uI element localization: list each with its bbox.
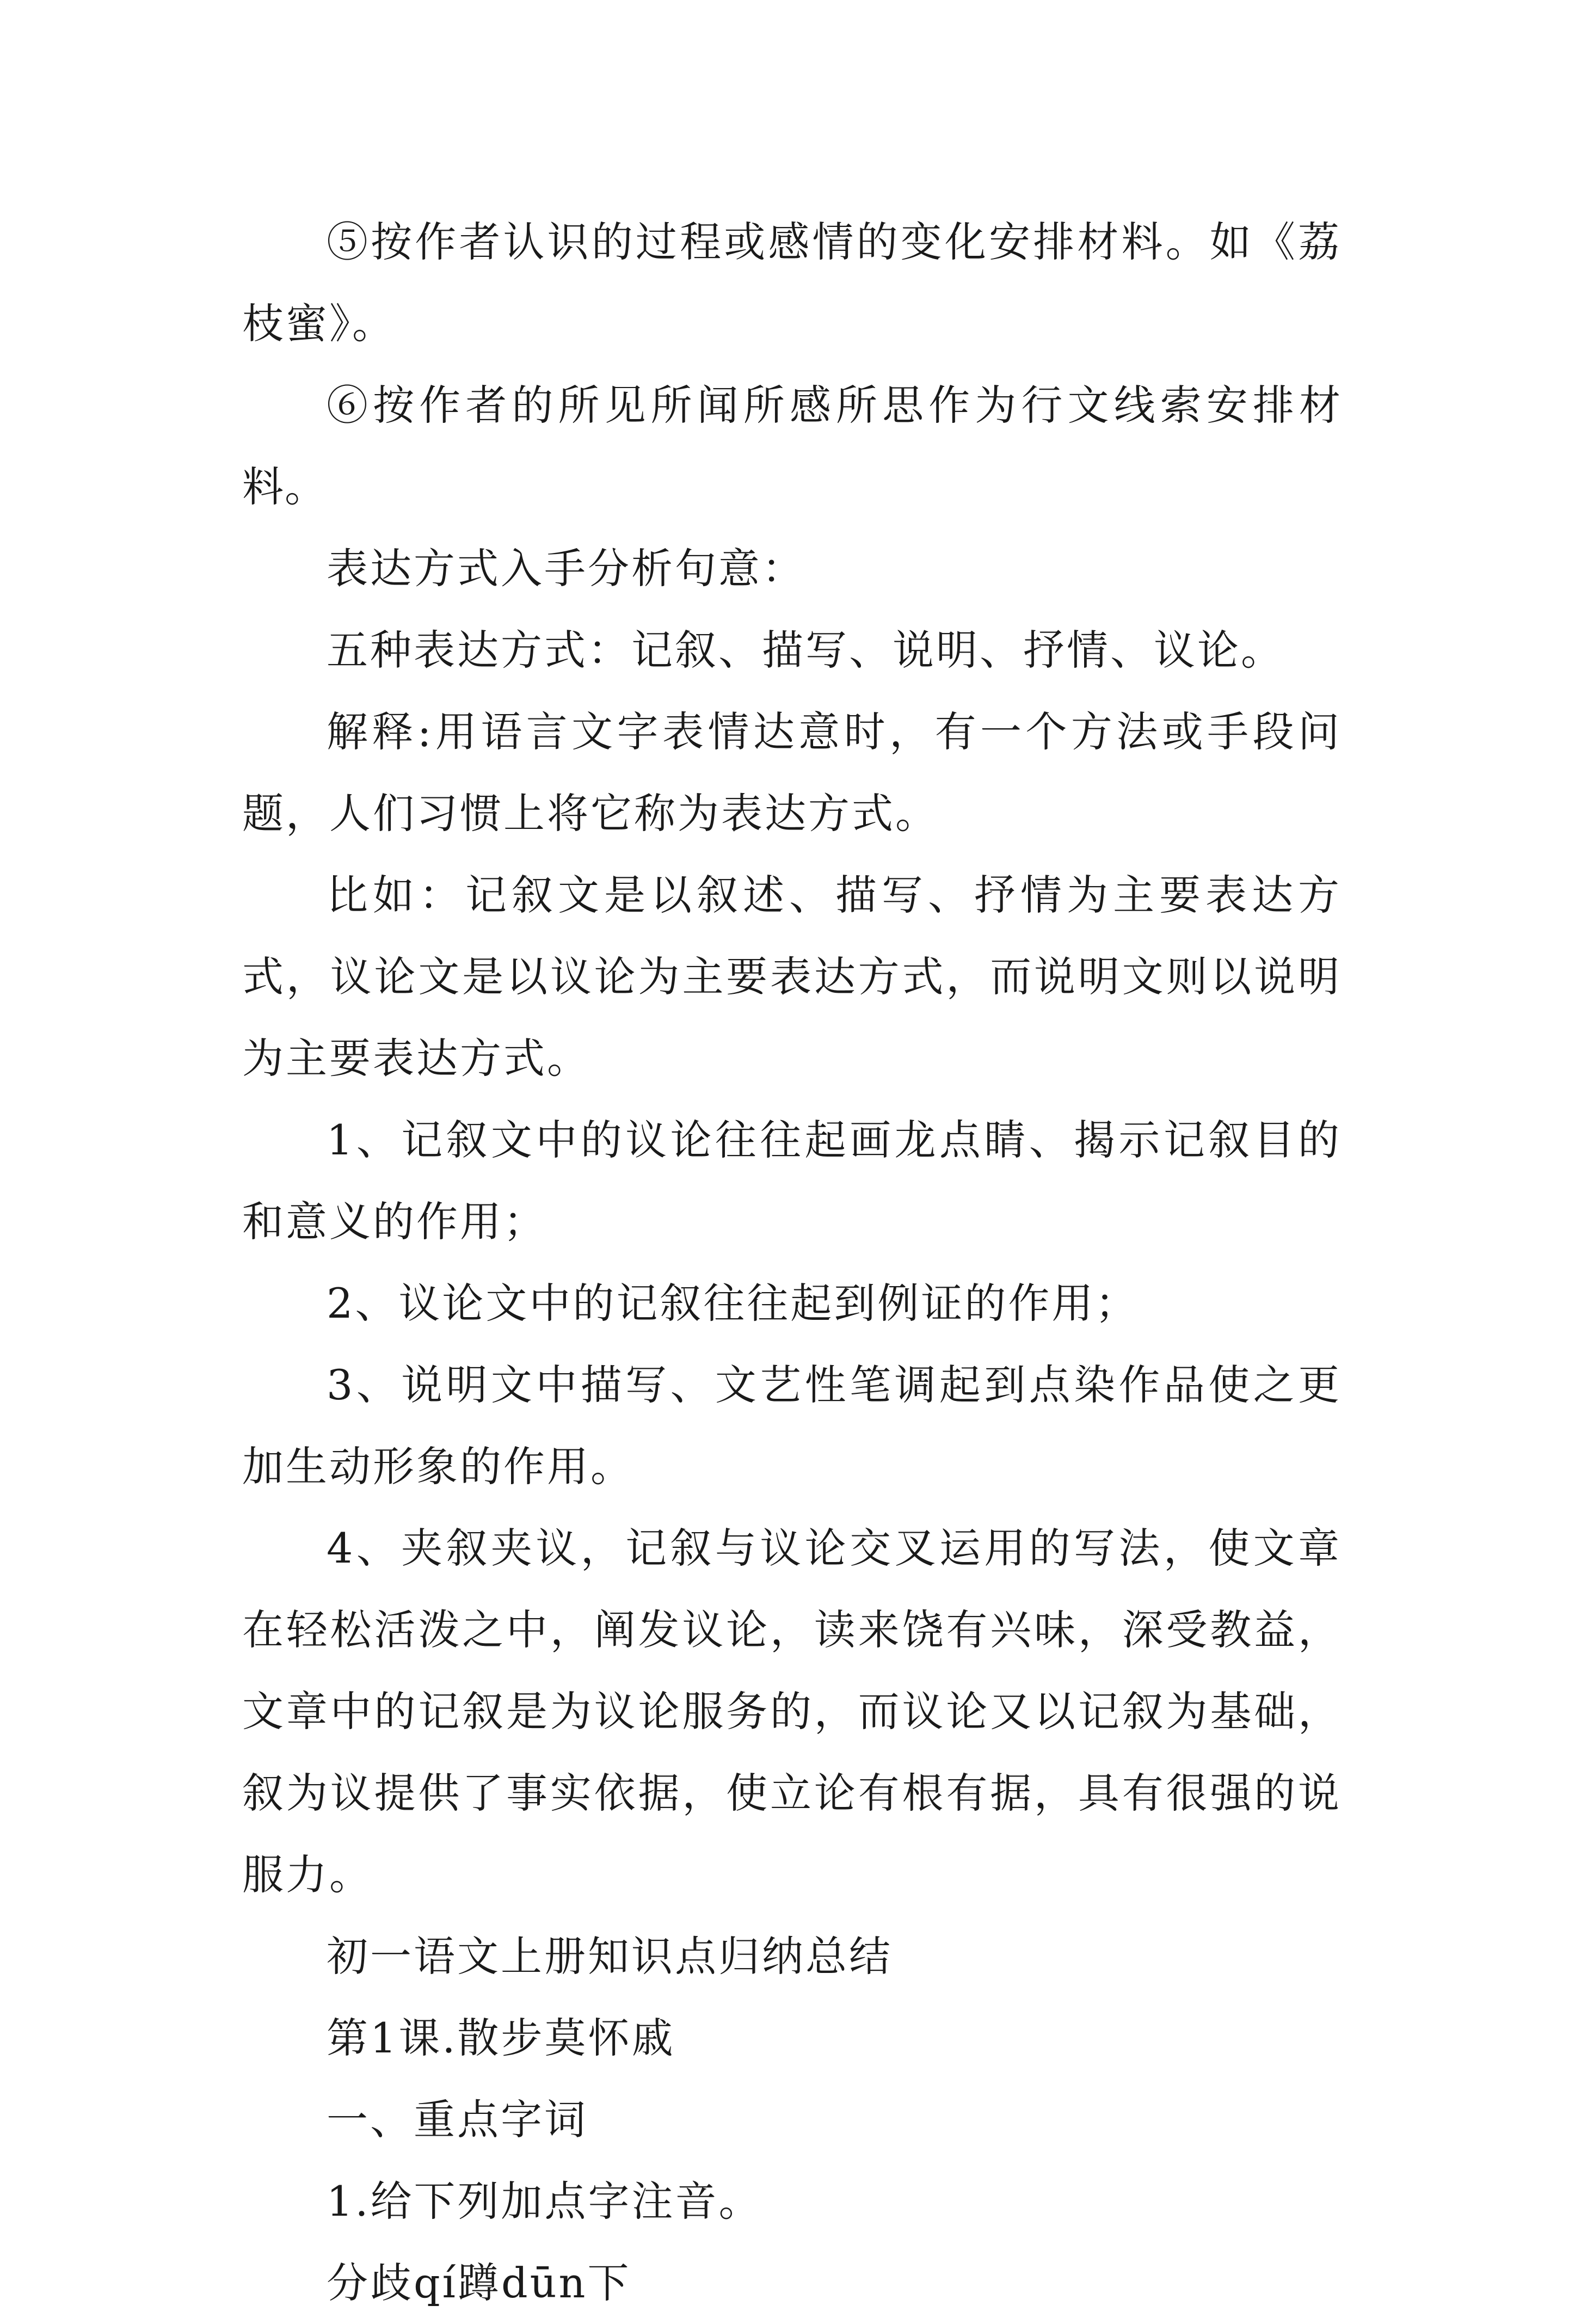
paragraph-expression-heading: 表达方式入手分析句意： [327, 544, 805, 593]
subsection-heading: 一、重点字词 [327, 2095, 588, 2144]
section-title: 初一语文上册知识点归纳总结 [327, 1932, 893, 1981]
paragraph-arrangement-6: ⑥按作者的所见所闻所感所思作为行文线索安排材料。 [242, 381, 1342, 511]
lesson-title: 第1课.散步莫怀戚 [327, 2014, 675, 2062]
paragraph-explanation: 解释:用语言文字表情达意时，有一个方法或手段问题，人们习惯上将它称为表达方式。 [242, 708, 1342, 838]
paragraph-point-2: 2、议论文中的记叙往往起到例证的作用； [327, 1279, 1139, 1327]
exercise-instruction: 1.给下列加点字注音。 [327, 2177, 762, 2225]
paragraph-point-1: 1、记叙文中的议论往往起画龙点睛、揭示记叙目的和意义的作用； [242, 1116, 1342, 1246]
paragraph-arrangement-5: ⑤按作者认识的过程或感情的变化安排材料。如《荔枝蜜》。 [242, 218, 1342, 348]
paragraph-five-modes: 五种表达方式：记叙、描写、说明、抒情、议论。 [327, 626, 1284, 674]
paragraph-point-4: 4、夹叙夹议，记叙与议论交叉运用的写法，使文章在轻松活泼之中，阐发议论，读来饶有兴味，深受教益，文章中的记叙是为议论服务的，而议论又以记叙为基础，叙为议提供了事实依据，使立论有根有据，具有很强的说服力。 [242, 1524, 1342, 1899]
exercise-item: 分歧qí蹲dūn下 [327, 2259, 631, 2307]
document-page [242, 201, 1342, 2324]
paragraph-example: 比如：记叙文是以叙述、描写、抒情为主要表达方式，议论文是以议论为主要表达方式，而说明文则以说明为主要表达方式。 [242, 871, 1342, 1083]
paragraph-point-3: 3、说明文中描写、文艺性笔调起到点染作品使之更加生动形象的作用。 [242, 1361, 1342, 1491]
